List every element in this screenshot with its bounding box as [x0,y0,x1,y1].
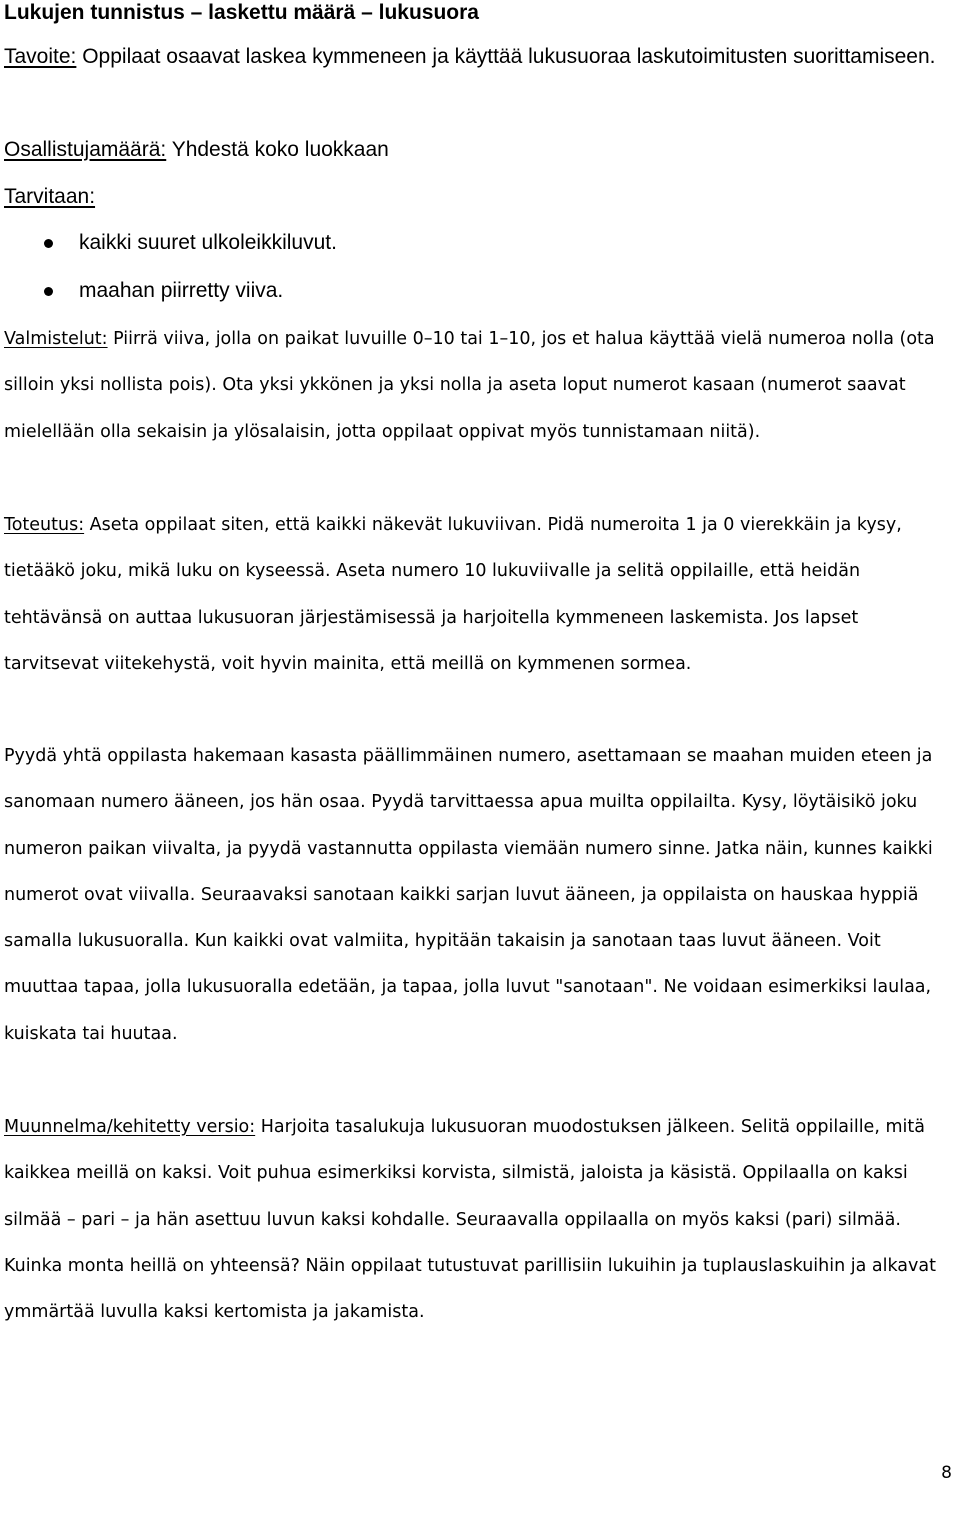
materials-list [4,219,956,315]
goal-label: Tavoite: [4,45,77,68]
preparation-text: Piirrä viiva, jolla on paikat luvuille 0–10 tai 1–10, jos et halua käyttää vielä numeroa nolla (ota silloin yksi nollista pois). Ota yksi ykkönen ja yksi nolla ja aseta loput numerot kasaan (numerot saavat mielellään olla sekaisin ja ylösalaisin, jotta oppilaat oppivat myös tunnistamaan niitä). [4,329,935,442]
participants-label: Osallistujamäärä: [4,138,167,161]
instructions-paragraph: Pyydä yhtä oppilasta hakemaan kasasta päällimmäinen numero, asettamaan se maahan muiden eteen ja sanomaan numero ääneen, jos hän osaa. Pyydä tarvittaessa apua muilta oppilailta. Kysy, löytäisikö joku numeron paikan viivalta, ja pyydä vastannutta oppilasta viemään numero sinne. Jatka näin, kunnes kaikki numerot ovat viivalla. Seuraavaksi sanotaan kaikki sarjan luvut ääneen, ja oppilaista on hauskaa hyppiä samalla lukusuoralla. Kun kaikki ovat valmiita, hypitään takaisin ja sanotaan taas luvut ääneen. Voit muuttaa tapaa, jolla lukusuoralla edetään, ja tapaa, jolla luvut "sanotaan". Ne voidaan esimerkiksi laulaa, kuiskata tai huutaa. [4,746,933,1044]
bullet-icon [44,239,53,248]
bullet-icon [44,287,53,296]
implementation-text: Aseta oppilaat siten, että kaikki näkevät lukuviivan. Pidä numeroita 1 ja 0 vierekkäin ja kysy, tietääkö joku, mikä luku on kyseessä. Aseta numero 10 lukuviivalle ja selitä oppilaille, että heidän tehtävänsä on auttaa lukusuoran järjestämisessä ja harjoitella kymmeneen laskemista. Jos lapset tarvitsevat viitekehystä, voit hyvin mainita, että meillä on kymmenen sormea. [4,515,902,674]
list-item [4,267,956,315]
list-item [4,219,956,267]
preparation-paragraph [4,316,956,455]
page-number: 8 [941,1463,952,1483]
participants-text: Yhdestä koko luokkaan [166,138,389,161]
materials-heading [4,174,956,220]
list-item-text: kaikki suuret ulkoleikkiluvut. [79,231,337,254]
variation-label: Muunnelma/kehitetty versio: [4,1117,256,1137]
preparation-label: Valmistelut: [4,329,108,349]
document-title: Lukujen tunnistus – laskettu määrä – lukusuora [4,1,479,24]
goal-text: Oppilaat osaavat laskea kymmeneen ja käyttää lukusuoraa laskutoimitusten suorittamiseen. [76,45,936,68]
list-item-text: maahan piirretty viiva. [79,279,284,302]
implementation-paragraph [4,502,956,687]
variation-text: Harjoita tasalukuja lukusuoran muodostuksen jälkeen. Selitä oppilaille, mitä kaikkea meillä on kaksi. Voit puhua esimerkiksi korvista, silmistä, jaloista ja käsistä. Oppilaalla on kaksi silmää – pari – ja hän asettuu luvun kaksi kohdalle. Seuraavalla oppilaalla on myös kaksi (pari) silmää. Kuinka monta heillä on yhteensä? Näin oppilaat tutustuvat parillisiin lukuihin ja tuplauslaskuihin ja alkavat ymmärtää luvulla kaksi kertomista ja jakamista. [4,1117,936,1323]
implementation-label: Toteutus: [4,515,85,535]
participants-paragraph [4,127,956,173]
variation-paragraph [4,1104,956,1335]
materials-label: Tarvitaan: [4,185,96,208]
goal-paragraph [4,34,956,80]
